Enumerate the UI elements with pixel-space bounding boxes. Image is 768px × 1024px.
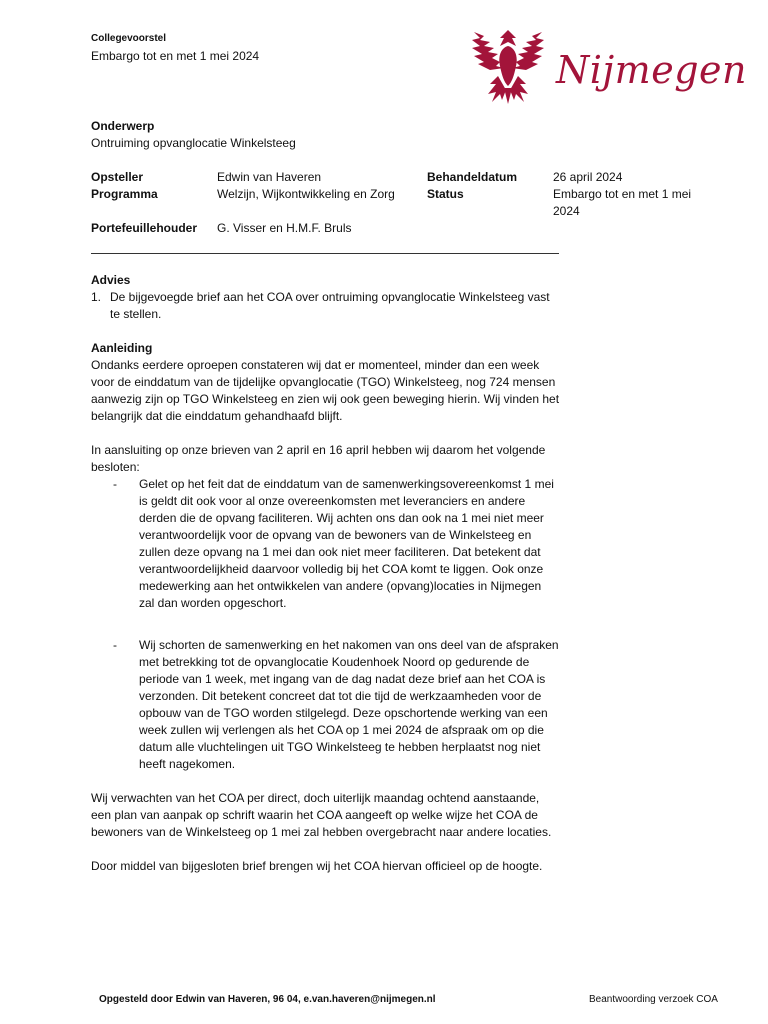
nijmegen-eagle-emblem-icon	[470, 24, 546, 108]
status-value-line1: Embargo tot en met 1 mei	[553, 187, 692, 201]
aanleiding-paragraph-2: In aansluiting op onze brieven van 2 april en 16 april hebben wij daarom het volgende besloten:	[91, 443, 546, 474]
aanleiding-paragraph-4: Door middel van bijgesloten brief brengen wij het COA hiervan officieel op de hoogte.	[91, 859, 543, 873]
programma-value: Welzijn, Wijkontwikkeling en Zorg	[217, 187, 395, 201]
opsteller-value: Edwin van Haveren	[217, 170, 322, 184]
status-label: Status	[427, 187, 464, 201]
list-item	[113, 637, 561, 773]
portefeuille-value: G. Visser en H.M.F. Bruls	[217, 221, 352, 235]
document-header	[91, 32, 259, 65]
portefeuille-label: Portefeuillehouder	[91, 221, 198, 235]
logo-wordmark: Nijmegen	[556, 48, 747, 92]
advies-list-item	[91, 289, 561, 323]
subject-value: Ontruiming opvanglocatie Winkelsteeg	[91, 136, 296, 150]
advies-item-text: De bijgevoegde brief aan het COA over ontruiming opvanglocatie Winkelsteeg vast te stellen.	[110, 290, 550, 321]
embargo-notice: Embargo tot en met 1 mei 2024	[91, 49, 260, 63]
decision-list	[113, 476, 561, 773]
decision-item-1: Gelet op het feit dat de einddatum van de samenwerkingsovereenkomst 1 mei is geldt dit ook voor al onze overeenkomsten met leveranciers en andere derden die de opvang faciliteren. Wij achten ons dan ook na 1 mei niet meer verantwoordelijk voor de opvang van de bewoners van de Winkelsteeg en zullen deze opvang na 1 mei dan ook niet meer faciliteren. Dat betekent dat verantwoordelijkheid daarvoor volledig bij het COA komt te liggen. Ook onze medewerking aan het ontwikkelen van andere (opvang)locaties in Nijmegen zal dan worden opgeschort.	[139, 477, 554, 610]
opsteller-label: Opsteller	[91, 170, 144, 184]
document-body	[91, 272, 561, 875]
advies-heading: Advies	[91, 273, 131, 287]
nijmegen-logo	[470, 24, 747, 108]
bullet-dash: -	[113, 477, 117, 491]
footer-title: Beantwoording verzoek COA	[589, 994, 718, 1005]
aanleiding-paragraph-1: Ondanks eerdere oproepen constateren wij dat er momenteel, minder dan een week voor de einddatum van de tijdelijke opvanglocatie (TGO) Winkelsteeg, nog 724 mensen aanwezig zijn op TGO Winkelsteeg en zien wij ook geen beweging hierin. Wij vinden het belangrijk dat die einddatum gehandhaafd blijft.	[91, 358, 560, 423]
behandeldatum-value: 26 april 2024	[553, 170, 623, 184]
behandeldatum-label: Behandeldatum	[427, 170, 518, 184]
advies-item-number: 1.	[91, 290, 102, 304]
decision-item-2: Wij schorten de samenwerking en het nakomen van ons deel van de afspraken met betrekking tot de opvanglocatie Koudenhoek Noord op gedurende de periode van 1 week, met ingang van de dag nadat deze brief aan het COA is verzonden. Dit betekent concreet dat tot die tijd de werkzaamheden voor de opbouw van de TGO worden stilgelegd. Deze opschortende werking van een week zullen wij verlengen als het COA op 1 mei 2024 de afspraak om op die datum alle vluchtelingen uit TGO Winkelsteeg te hebben herplaatst nog niet heeft nagekomen.	[139, 638, 559, 771]
programma-label: Programma	[91, 187, 158, 201]
subject-label: Onderwerp	[91, 119, 155, 133]
footer-author: Opgesteld door Edwin van Haveren, 96 04, e.van.haveren@nijmegen.nl	[99, 994, 436, 1005]
header-divider	[91, 253, 559, 254]
document-type-label: Collegevoorstel	[91, 33, 167, 44]
status-value-line2: 2024	[553, 204, 580, 218]
bullet-dash: -	[113, 638, 117, 652]
list-item	[113, 476, 561, 612]
aanleiding-paragraph-3: Wij verwachten van het COA per direct, doch uiterlijk maandag ochtend aanstaande, een plan van aanpak op schrift waarin het COA aangeeft op welke wijze het COA de bewoners van de Winkelsteeg op 1 mei zal hebben overgebracht naar andere locaties.	[91, 791, 552, 839]
aanleiding-heading: Aanleiding	[91, 341, 153, 355]
